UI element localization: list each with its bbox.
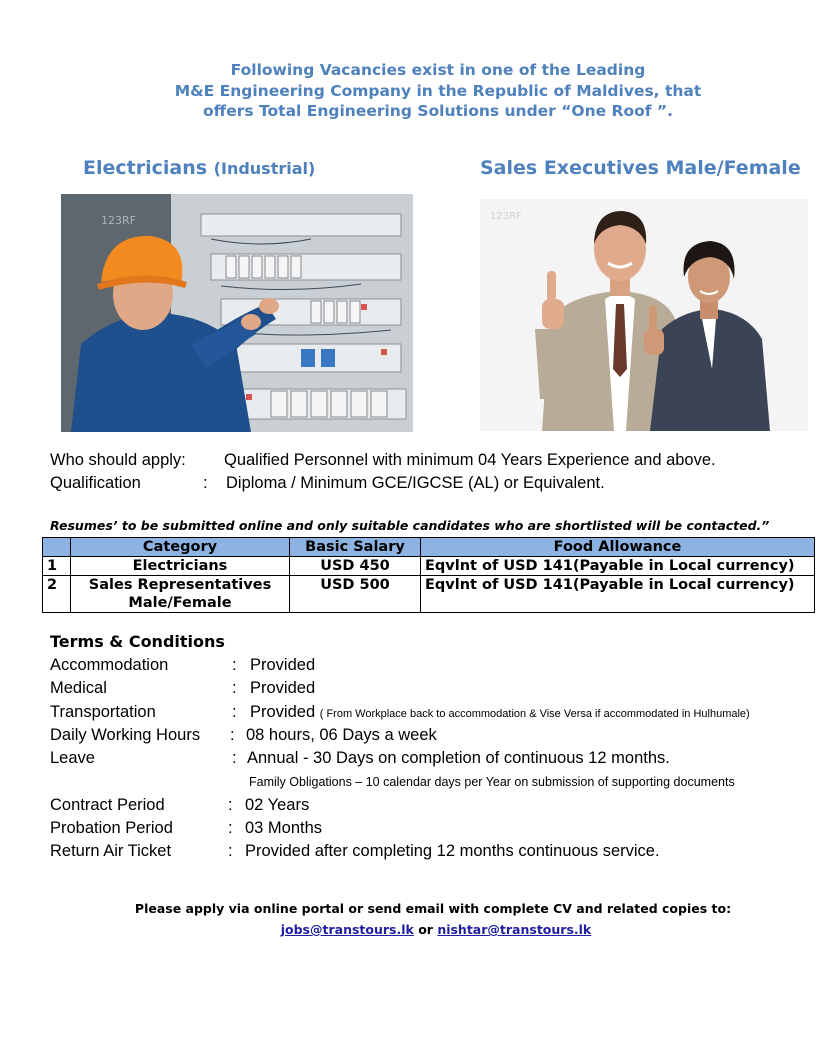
qualification-label: Qualification bbox=[50, 474, 141, 492]
term-colon: : bbox=[230, 726, 235, 744]
table-header-row bbox=[43, 538, 815, 557]
term-value: 03 Months bbox=[245, 819, 323, 837]
email-link-jobs[interactable]: jobs@transtours.lk bbox=[280, 922, 414, 937]
term-label: Leave bbox=[50, 749, 95, 767]
header-line-1: Following Vacancies exist in one of the Leading bbox=[230, 61, 646, 79]
who-should-apply-label: Who should apply: bbox=[50, 451, 186, 469]
term-colon: : bbox=[228, 842, 233, 860]
table-row bbox=[43, 557, 815, 576]
contact-emails bbox=[0, 922, 816, 937]
vacancy-table bbox=[42, 537, 815, 613]
term-value: 02 Years bbox=[245, 796, 310, 814]
header-food-allowance: Food Allowance bbox=[421, 538, 815, 557]
header-category: Category bbox=[71, 538, 290, 557]
row-category: Electricians bbox=[71, 557, 290, 576]
photo-watermark: 123RF bbox=[101, 214, 136, 227]
electricians-subtitle: (Industrial) bbox=[213, 159, 316, 178]
term-label: Transportation bbox=[50, 703, 156, 721]
header-line-3: offers Total Engineering Solutions under “One Roof ”. bbox=[203, 102, 673, 120]
term-value: Provided after completing 12 months continuous service. bbox=[245, 842, 660, 860]
terms-title: Terms & Conditions bbox=[50, 632, 225, 651]
term-label: Contract Period bbox=[50, 796, 165, 814]
term-value: Provided bbox=[250, 679, 316, 697]
apply-instructions: Please apply via online portal or send email with complete CV and related copies to: bbox=[134, 901, 732, 916]
term-colon: : bbox=[232, 679, 237, 697]
term-colon: : bbox=[232, 703, 237, 721]
family-obligations-note: Family Obligations – 10 calendar days per Year on submission of supporting documents bbox=[249, 775, 735, 789]
resume-note: Resumes’ to be submitted online and only suitable candidates who are shortlisted will be contacted.” bbox=[50, 518, 770, 533]
header-number bbox=[43, 538, 71, 557]
term-colon: : bbox=[232, 656, 237, 674]
electrician-photo bbox=[61, 194, 413, 432]
who-should-apply-row bbox=[50, 451, 716, 470]
who-should-apply-value: Qualified Personnel with minimum 04 Years Experience and above. bbox=[224, 451, 716, 469]
term-note: ( From Workplace back to accommodation & Vise Versa if accommodated in Hulhumale) bbox=[319, 708, 750, 720]
table-row bbox=[43, 576, 815, 613]
row-salary: USD 500 bbox=[290, 576, 421, 613]
electricians-heading bbox=[83, 157, 315, 179]
term-label: Daily Working Hours bbox=[50, 726, 201, 744]
row-food-allowance: Eqvlnt of USD 141(Payable in Local currency) bbox=[421, 576, 815, 613]
qualification-value: Diploma / Minimum GCE/IGCSE (AL) or Equivalent. bbox=[226, 474, 605, 492]
term-value: Provided bbox=[250, 656, 316, 674]
term-label: Return Air Ticket bbox=[50, 842, 172, 860]
qualification-row bbox=[50, 474, 605, 493]
sales-heading: Sales Executives Male/Female bbox=[480, 157, 801, 179]
term-value: Annual - 30 Days on completion of continuous 12 months. bbox=[247, 749, 670, 767]
vacancy-header bbox=[0, 60, 816, 122]
row-category: Sales Representatives Male/Female bbox=[71, 576, 290, 613]
term-label: Probation Period bbox=[50, 819, 173, 837]
sales-executives-photo bbox=[480, 199, 808, 431]
email-link-nishtar[interactable]: nishtar@transtours.lk bbox=[437, 922, 592, 937]
row-food-allowance: Eqvlnt of USD 141(Payable in Local currency) bbox=[421, 557, 815, 576]
header-basic-salary: Basic Salary bbox=[290, 538, 421, 557]
photo-watermark: 123RF bbox=[490, 211, 522, 222]
term-colon: : bbox=[232, 749, 237, 767]
row-number: 1 bbox=[43, 557, 71, 576]
term-colon: : bbox=[228, 819, 233, 837]
qualification-colon: : bbox=[203, 474, 208, 492]
term-colon: : bbox=[228, 796, 233, 814]
header-line-2: M&E Engineering Company in the Republic of Maldives, that bbox=[174, 81, 702, 100]
term-label: Medical bbox=[50, 679, 107, 697]
email-separator: or bbox=[418, 922, 433, 937]
electricians-title: Electricians bbox=[83, 157, 208, 179]
term-label: Accommodation bbox=[50, 656, 169, 674]
term-value: 08 hours, 06 Days a week bbox=[246, 726, 437, 744]
term-value: Provided bbox=[250, 703, 316, 721]
row-number: 2 bbox=[43, 576, 71, 613]
row-salary: USD 450 bbox=[290, 557, 421, 576]
